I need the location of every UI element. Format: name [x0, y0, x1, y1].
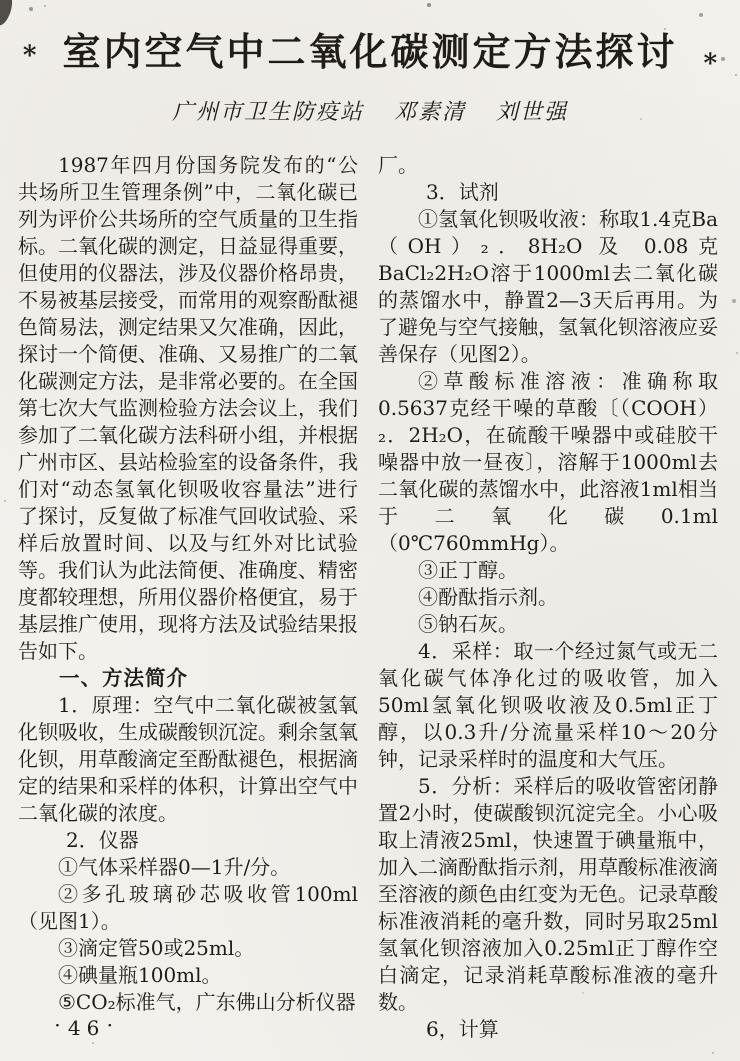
sampling-paragraph: 4．采样：取一个经过氮气或无二氧化碳气体净化过的吸收管，加入50ml氢氧化钡吸收液及0.5ml正丁醇，以0.3升/分流量采样10～20分钟，记录采样时的温度和大气压。	[378, 639, 718, 771]
continuation-line: 厂。	[378, 153, 418, 177]
footnote-star-left-icon: *	[22, 41, 37, 71]
principle-paragraph: 1．原理：空气中二氧化碳被氢氧化钡吸收，生成碳酸钡沉淀。剩余氢氧化钡，用草酸滴定至酚酞褪色，根据滴定的结果和采样的体积，计算出空气中二氧化碳的浓度。	[18, 693, 358, 825]
byline	[0, 95, 740, 126]
instrument-item-2: ②多孔玻璃砂芯吸收管100ml（见图1）。	[18, 882, 358, 933]
byline-organization: 广州市卫生防疫站	[171, 100, 364, 125]
instrument-item-4: ④碘量瓶100ml。	[58, 963, 222, 987]
title-row	[0, 0, 740, 78]
page-number	[55, 1016, 118, 1040]
reagents-heading: 3．试剂	[426, 180, 499, 204]
reagent-item-5: ⑤钠石灰。	[418, 612, 518, 636]
instrument-item-1: ①气体采样器0—1升/分。	[58, 855, 291, 879]
footnote-star-right-icon: *	[703, 49, 718, 79]
byline-author-2: 刘世强	[496, 100, 569, 125]
reagent-item-1: ①氢氧化钡吸收液：称取1.4克Ba（OH）₂．8H₂O 及 0.08克 BaCl₂2H₂O溶于1000ml去二氧化碳的蒸馏水中，静置2—3天后再用。为了避免与空气接触，氢氧化钡溶液应妥善保存（见图2）。	[378, 207, 718, 366]
reagent-item-3: ③正丁醇。	[418, 558, 518, 582]
paper-header	[0, 0, 740, 126]
page-number-right-dot: ·	[107, 1018, 119, 1034]
instrument-item-5: ⑤CO₂标准气，广东佛山分析仪器	[58, 990, 356, 1014]
intro-paragraph: 1987年四月份国务院发布的“公共场所卫生管理条例”中，二氧化碳已列为评价公共场所的空气质量的卫生指标。二氧化碳的测定，日益显得重要，但使用的仪器法，涉及仪器价格昂贵，不易被基层接受，而常用的观察酚酞褪色简易法，测定结果又欠准确，因此，探讨一个简便、准确、又易推广的二氧化碳测定方法，是非常必要的。在全国第七次大气监测检验方法会议上，我们参加了二氧化碳方法科研小组，并根据广州市区、县站检验室的设备条件，我们对“动态氢氧化钡吸收容量法”进行了探讨，反复做了标准气回收试验、采样后放置时间、以及与红外对比试验等。我们认为此法简便、准确度、精密度都较理想，所用仪器价格便宜，易于基层推广使用，现将方法及试验结果报告如下。	[18, 153, 358, 663]
instrument-item-3: ③滴定管50或25ml。	[58, 936, 255, 960]
two-column-body	[0, 152, 740, 1043]
right-column	[378, 152, 718, 1043]
reagent-item-2: ②草酸标准溶液：准确称取0.5637克经干噪的草酸〔（COOH）₂．2H₂O，在硫酸干噪器中或硅胶干噪器中放一昼夜〕，溶解于1000ml去二氧化碳的蒸馏水中，此溶液1ml相当于二氧化碳0.1ml（0℃760mmHg）。	[378, 369, 718, 555]
instruments-heading: 2．仪器	[66, 828, 139, 852]
page-number-value: 46	[67, 1016, 106, 1040]
calculation-heading: 6，计算	[426, 1017, 499, 1041]
byline-author-1: 邓素清	[393, 100, 466, 125]
left-column	[18, 152, 358, 1043]
analysis-paragraph: 5．分析：采样后的吸收管密闭静置2小时，使碳酸钡沉淀完全。小心吸取上清液25ml，快速置于碘量瓶中，加入二滴酚酞指示剂，用草酸标准液滴至溶液的颜色由红变为无色。记录草酸标准液消耗的毫升数，同时另取25ml氢氧化钡溶液加入0.25ml正丁醇作空白滴定，记录消耗草酸标准液的毫升数。	[378, 774, 718, 1014]
section-1-heading: 一、方法简介	[59, 666, 188, 690]
reagent-item-4: ④酚酞指示剂。	[418, 585, 558, 609]
scan-artifact-speckles	[0, 0, 2, 2]
page-title: 室内空气中二氧化碳测定方法探讨	[62, 29, 678, 75]
page-number-left-dot: ·	[55, 1018, 66, 1034]
